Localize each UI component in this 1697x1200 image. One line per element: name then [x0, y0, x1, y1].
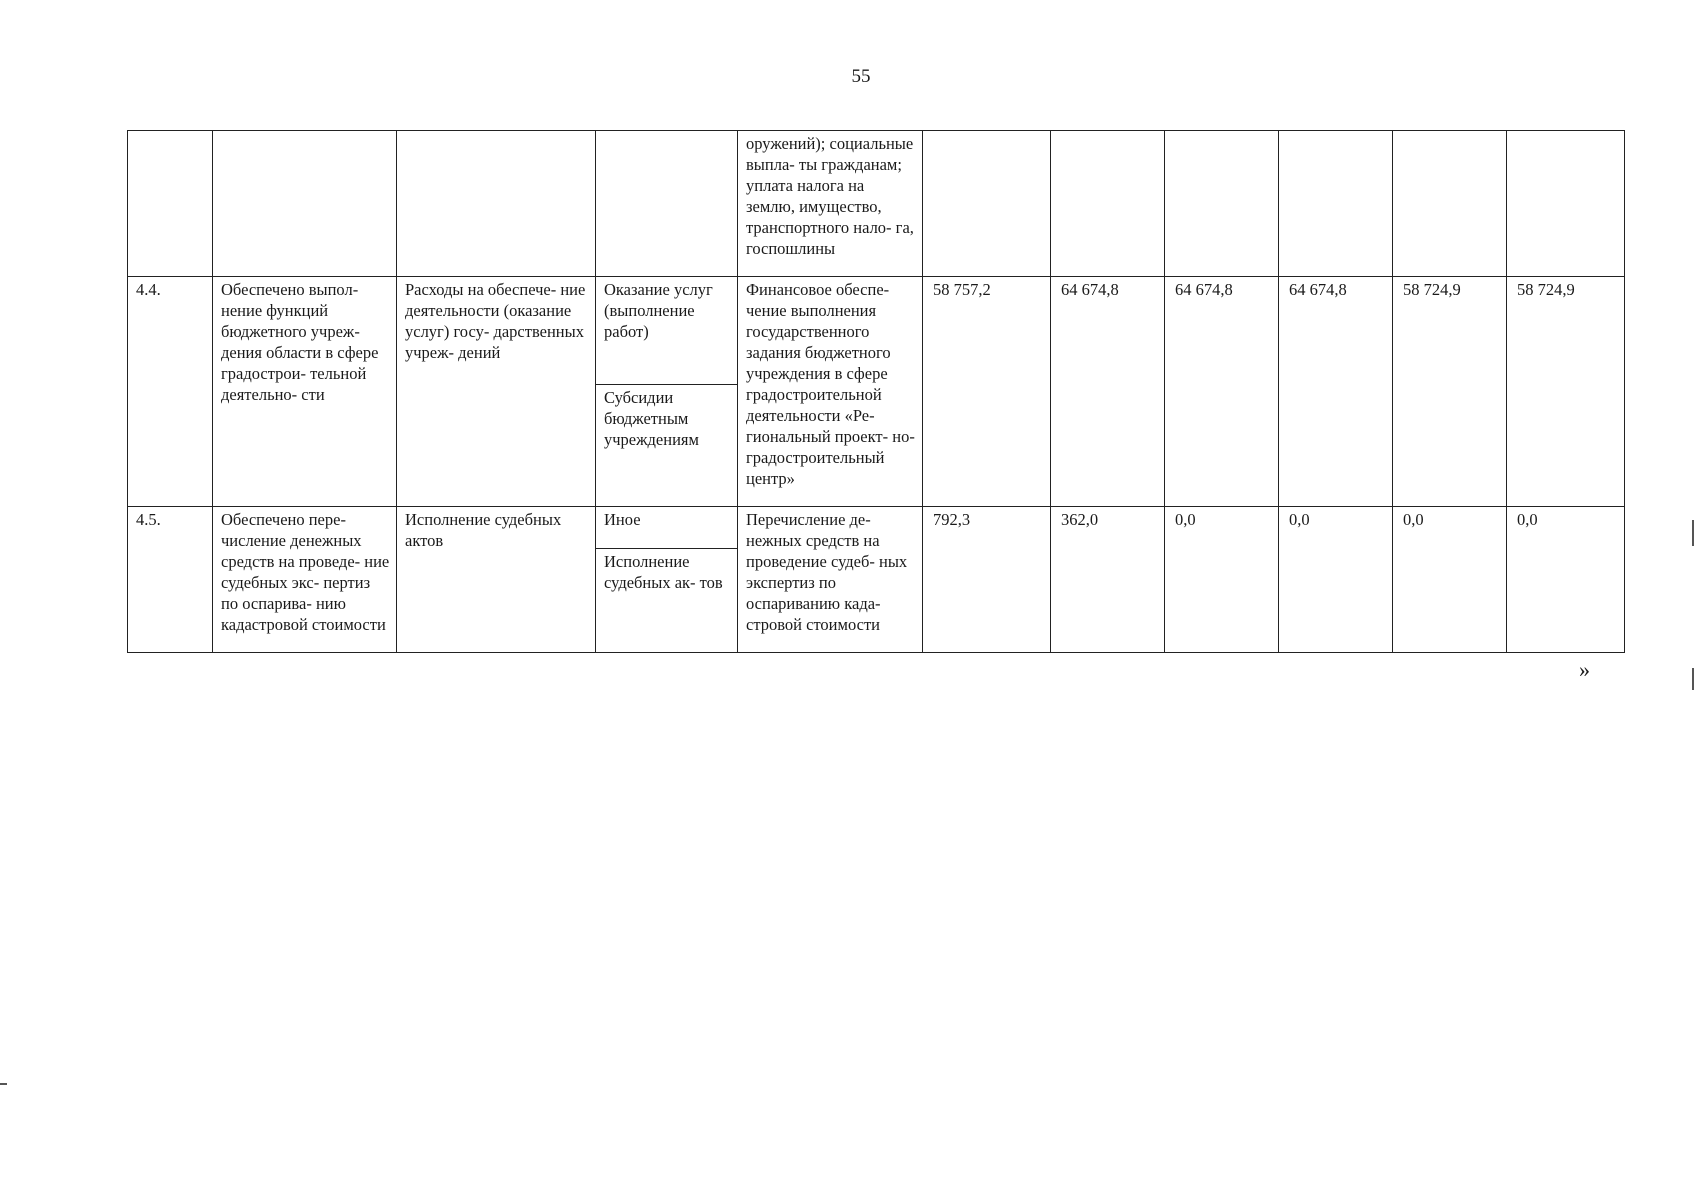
value-cell: 58 724,9 [1393, 277, 1507, 507]
expense-kind-cell: Оказание услуг (выполнение работ) [596, 277, 738, 385]
value-cell [1165, 131, 1279, 277]
expense-kind-cell: Субсидии бюджетным учреждениям [596, 385, 738, 507]
expense-kind-cell [596, 131, 738, 277]
value-cell: 64 674,8 [1051, 277, 1165, 507]
value-cell: 58 757,2 [923, 277, 1051, 507]
description-cell: Финансовое обеспе- чение выполнения государственного задания бюджетного учреждения в сфере градостроительной деятельности «Ре- гиональный проект- но- градостроительный центр» [738, 277, 923, 507]
value-cell [1279, 131, 1393, 277]
row-number-cell [128, 131, 213, 277]
value-cell: 58 724,9 [1507, 277, 1625, 507]
description-cell: оружений); социальные выпла- ты гражданам; уплата налога на землю, имущество, транспортного нало- га, госпошлины [738, 131, 923, 277]
value-cell [1393, 131, 1507, 277]
value-cell: 64 674,8 [1279, 277, 1393, 507]
value-cell: 0,0 [1393, 507, 1507, 653]
scan-edge-mark [1692, 520, 1694, 546]
value-cell [1507, 131, 1625, 277]
value-cell: 0,0 [1279, 507, 1393, 653]
page-number: 55 [851, 66, 871, 87]
result-cell: Обеспечено выпол- нение функций бюджетного учреж- дения области в сфере градострои- тельной деятельно- сти [213, 277, 397, 507]
value-cell: 362,0 [1051, 507, 1165, 653]
value-cell [923, 131, 1051, 277]
closing-quote-mark: » [1579, 657, 1590, 682]
row-number-cell: 4.4. [128, 277, 213, 507]
result-cell: Обеспечено пере- числение денежных средств на проведе- ние судебных экс- пертиз по оспарива- нию кадастровой стоимости [213, 507, 397, 653]
scan-edge-mark [1692, 668, 1694, 690]
table-row-4-4 [128, 277, 1625, 385]
budget-table [127, 130, 1625, 653]
expense-direction-cell [397, 131, 596, 277]
value-cell: 792,3 [923, 507, 1051, 653]
table-row-continued [128, 131, 1625, 277]
value-cell: 0,0 [1165, 507, 1279, 653]
expense-kind-cell: Исполнение судебных ак- тов [596, 549, 738, 653]
row-number-cell: 4.5. [128, 507, 213, 653]
value-cell: 64 674,8 [1165, 277, 1279, 507]
value-cell [1051, 131, 1165, 277]
expense-direction-cell: Расходы на обеспече- ние деятельности (оказание услуг) госу- дарственных учреж- дений [397, 277, 596, 507]
result-cell [213, 131, 397, 277]
table-row-4-5 [128, 507, 1625, 549]
scan-edge-mark [0, 1083, 7, 1085]
description-cell: Перечисление де- нежных средств на проведение судеб- ных экспертиз по оспариванию када- стровой стоимости [738, 507, 923, 653]
expense-kind-cell: Иное [596, 507, 738, 549]
expense-direction-cell: Исполнение судебных актов [397, 507, 596, 653]
value-cell: 0,0 [1507, 507, 1625, 653]
